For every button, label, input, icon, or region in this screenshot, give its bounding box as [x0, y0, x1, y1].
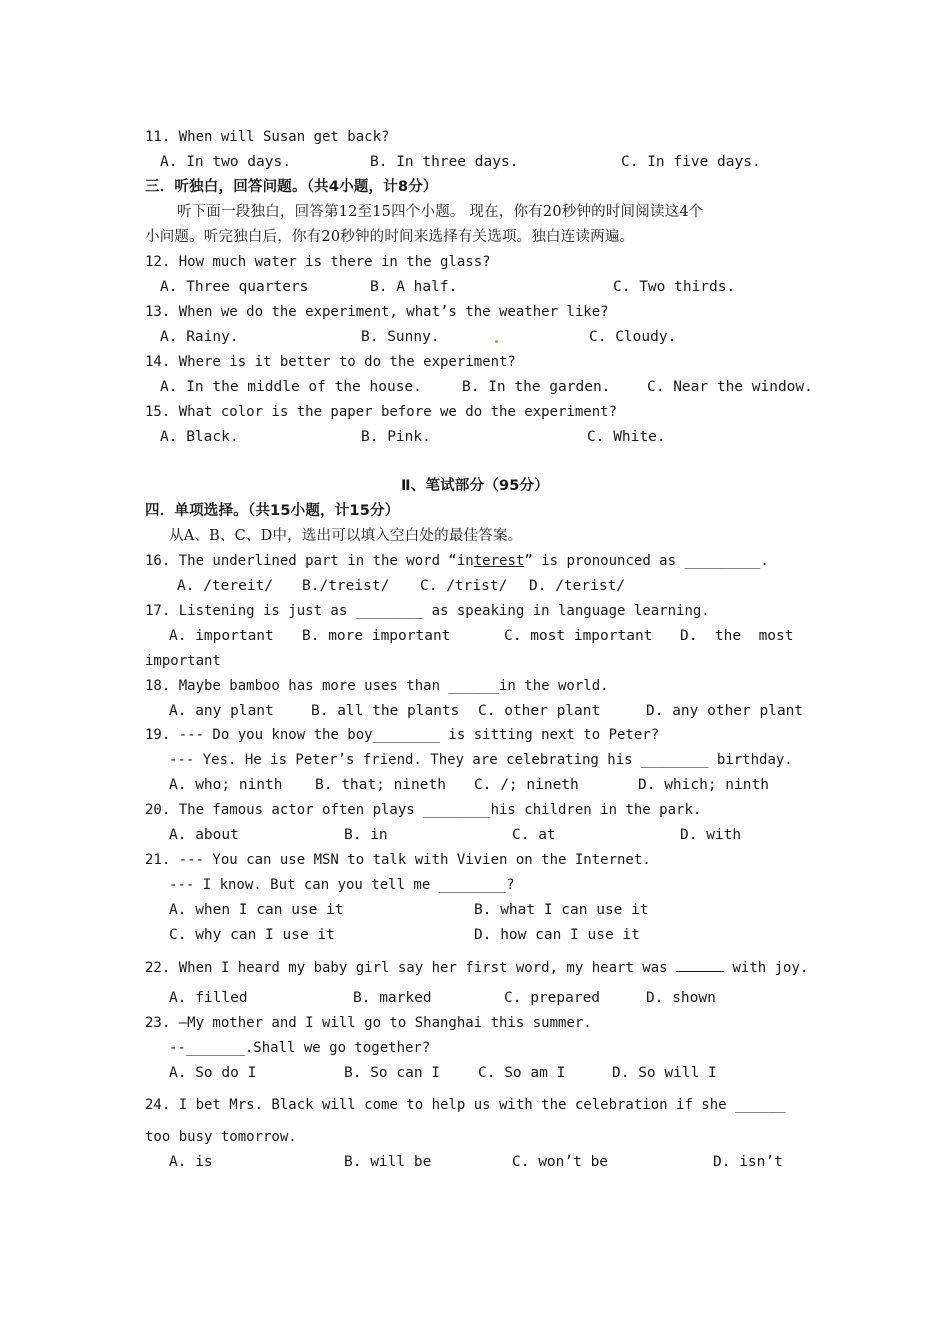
q11-option-b: B. In three days.	[370, 154, 519, 170]
q23-option-d: D. So will I	[612, 1065, 717, 1081]
q18-option-d: D. any other plant	[646, 703, 804, 719]
q21-stem: 21. --- You can use MSN to talk with Vivien on the Internet.	[145, 852, 651, 868]
q22-answer-blank	[676, 958, 724, 972]
q22-option-c: C. prepared	[504, 990, 601, 1006]
q19-stem-reply: --- Yes. He is Peter’s friend. They are celebrating his ________ birthday.	[169, 752, 793, 768]
q13-option-c: C. Cloudy.	[589, 329, 677, 345]
q23-option-a: A. So do I	[169, 1065, 257, 1081]
q20-option-c: C. at	[512, 827, 556, 843]
q20-stem: 20. The famous actor often plays ________his children in the park.	[145, 802, 702, 818]
q17-option-d-continued: important	[145, 653, 221, 669]
q22-option-a: A. filled	[169, 990, 248, 1006]
q19-stem: 19. --- Do you know the boy________ is sitting next to Peter?	[145, 727, 660, 743]
q15-option-b: B. Pink.	[361, 429, 431, 445]
q13-stem: 13. When we do the experiment, what’s the weather like?	[145, 304, 609, 320]
q13-option-b: B. Sunny.	[361, 329, 440, 345]
section-3-heading: 三．听独白，回答问题。（共4小题，计8分）	[145, 179, 438, 195]
q11-stem: 11. When will Susan get back?	[145, 129, 390, 145]
q16-stem	[145, 552, 769, 570]
q17-option-b: B. more important	[302, 628, 451, 644]
q23-option-b: B. So can I	[344, 1065, 441, 1081]
q24-option-a: A. is	[169, 1154, 213, 1170]
q23-stem: 23. —My mother and I will go to Shanghai this summer.	[145, 1015, 592, 1031]
q21-option-c: C. why can I use it	[169, 927, 335, 943]
q16-option-c: C. /trist/	[420, 578, 508, 594]
q11-option-a: A. In two days.	[160, 154, 291, 170]
q24-option-d: D. isn’t	[713, 1154, 783, 1170]
q21-option-a: A. when I can use it	[169, 902, 344, 918]
q23-option-c: C. So am I	[478, 1065, 566, 1081]
q22-stem-post: with joy.	[732, 960, 809, 976]
section-4-instructions: 从A、B、C、D中，选出可以填入空白处的最佳答案。	[169, 528, 523, 544]
q24-option-c: C. won’t be	[512, 1154, 609, 1170]
q14-option-b: B. In the garden.	[462, 379, 611, 395]
q15-stem: 15. What color is the paper before we do the experiment?	[145, 404, 618, 420]
q18-option-c: C. other plant	[478, 703, 601, 719]
q24-option-b: B. will be	[344, 1154, 432, 1170]
q22-option-d: D. shown	[646, 990, 716, 1006]
q17-option-a: A. important	[169, 628, 274, 644]
q16-option-b: B./treist/	[302, 578, 390, 594]
q21-option-d: D. how can I use it	[474, 927, 640, 943]
q18-stem: 18. Maybe bamboo has more uses than ______in the world.	[145, 678, 609, 694]
q11-option-c: C. In five days.	[621, 154, 761, 170]
q19-option-b: B. that; nineth	[315, 777, 446, 793]
q17-stem: 17. Listening is just as ________ as speaking in language learning.	[145, 603, 710, 619]
q21-option-b: B. what I can use it	[474, 902, 649, 918]
q20-option-a: A. about	[169, 827, 239, 843]
q18-option-b: B. all the plants	[311, 703, 460, 719]
q13-option-a: A. Rainy.	[160, 329, 239, 345]
q14-option-a: A. In the middle of the house.	[160, 379, 422, 395]
q16-option-d: D. /terist/	[529, 578, 626, 594]
q22-stem-pre: 22. When I heard my baby girl say her first word, my heart was	[145, 960, 668, 976]
q16-stem-post: ” is pronounced as _________.	[524, 553, 769, 569]
q12-stem: 12. How much water is there in the glass?	[145, 254, 491, 270]
q17-option-c: C. most important	[504, 628, 653, 644]
q19-option-a: A. who; ninth	[169, 777, 283, 793]
q15-option-c: C. White.	[587, 429, 666, 445]
q24-stem-continued: too busy tomorrow.	[145, 1129, 297, 1145]
stray-dot-mark	[495, 340, 498, 343]
q20-option-d: D. with	[680, 827, 742, 843]
q23-stem-reply: --_______.Shall we go together?	[169, 1040, 431, 1056]
q12-option-b: B. A half.	[370, 279, 458, 295]
part-2-title: Ⅱ、笔试部分（95分）	[401, 478, 549, 494]
q22-option-b: B. marked	[353, 990, 432, 1006]
q14-option-c: C. Near the window.	[647, 379, 813, 395]
q16-option-a: A. /tereit/	[177, 578, 274, 594]
q19-option-d: D. which; ninth	[638, 777, 769, 793]
section-3-instructions-line2: 小问题。听完独白后，你有20秒钟的时间来选择有关选项。独白连读两遍。	[145, 229, 635, 245]
q24-stem: 24. I bet Mrs. Black will come to help us with the celebration if she ______	[145, 1097, 786, 1113]
section-4-heading: 四．单项选择。（共15小题，计15分）	[145, 503, 400, 519]
q15-option-a: A. Black.	[160, 429, 239, 445]
q16-stem-pre: 16. The underlined part in the word “in	[145, 553, 474, 569]
q17-option-d: D. the most	[680, 628, 794, 644]
section-3-instructions-line1: 听下面一段独白，回答第12至15四个小题。 现在，你有20秒钟的时间阅读这4个	[177, 204, 704, 220]
q12-option-a: A. Three quarters	[160, 279, 309, 295]
q19-option-c: C. /; nineth	[474, 777, 579, 793]
q12-option-c: C. Two thirds.	[613, 279, 736, 295]
q16-underlined-part: terest	[473, 553, 525, 569]
q22-stem	[145, 958, 808, 977]
q14-stem: 14. Where is it better to do the experiment?	[145, 354, 516, 370]
q21-stem-reply: --- I know. But can you tell me ________?	[169, 877, 515, 893]
q18-option-a: A. any plant	[169, 703, 274, 719]
q20-option-b: B. in	[344, 827, 388, 843]
